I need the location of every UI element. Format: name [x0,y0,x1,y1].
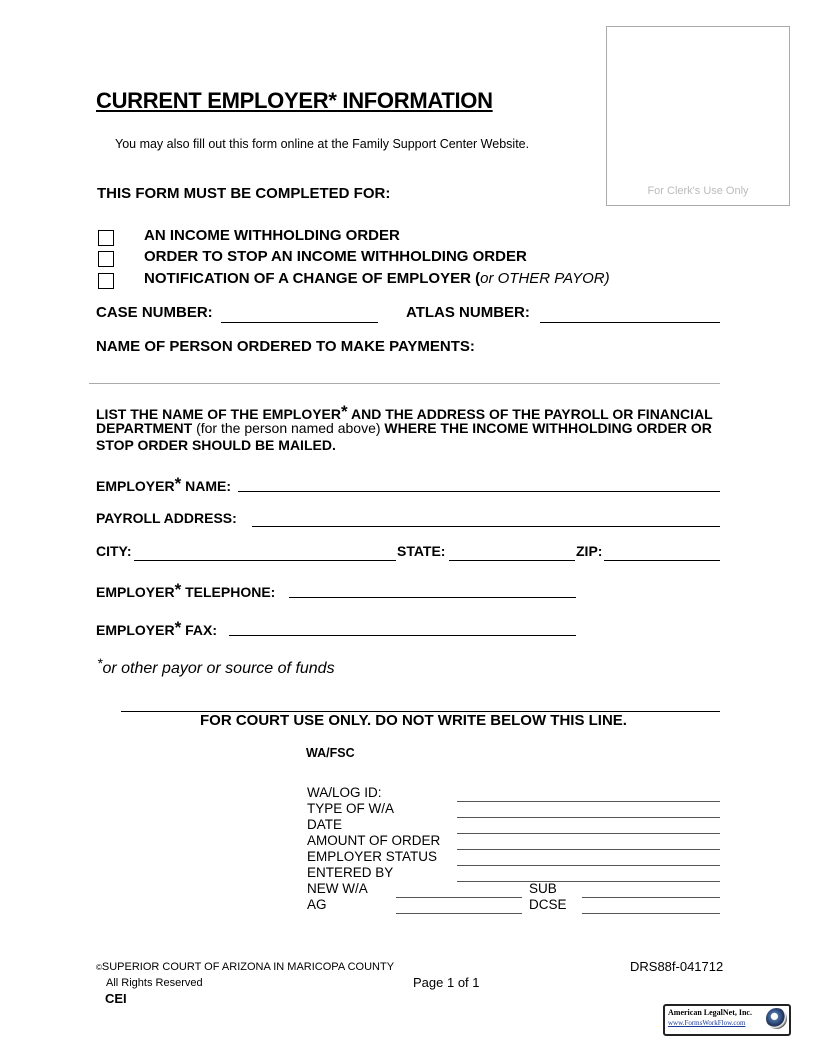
employer-star: * [174,474,182,493]
new-wa-line[interactable] [396,897,522,898]
dcse-line[interactable] [582,913,720,914]
zip-field[interactable] [604,560,720,561]
employer-telephone-label [96,580,275,600]
atlas-number-field[interactable] [540,322,720,323]
badge-line-2: www.FormsWorkFlow.com [668,1019,746,1027]
employer-fax-label [96,618,217,638]
footer-code: CEI [105,991,127,1006]
court-row-status: EMPLOYER STATUS [307,849,438,864]
instructions-line-2a: DEPARTMENT [96,420,193,436]
instructions-star: * [341,402,348,421]
court-line-type[interactable] [457,817,720,818]
employer-name-label [96,474,231,494]
clerk-use-label: For Clerk's Use Only [647,185,749,197]
checkbox-income-withholding[interactable] [98,230,114,246]
checkbox-stop-withholding[interactable] [98,251,114,267]
city-label: CITY: [96,543,132,559]
payroll-address-field[interactable] [252,526,720,527]
zip-label: ZIP: [576,543,603,559]
must-complete-heading: THIS FORM MUST BE COMPLETED FOR: [97,185,391,202]
footnote-text: or other payor or source of funds [102,660,335,677]
footer-court [96,961,394,973]
atlas-number-label: ATLAS NUMBER: [406,304,530,321]
badge-line-1: American LegalNet, Inc. [668,1008,752,1017]
ag-line[interactable] [396,913,522,914]
online-note: You may also fill out this form online at the Family Support Center Website. [115,137,530,151]
instructions-line-2c: WHERE THE INCOME WITHHOLDING ORDER OR [384,420,712,436]
court-row-type: TYPE OF W/A [307,801,395,816]
court-line-status[interactable] [457,865,720,866]
case-number-label: CASE NUMBER: [96,304,213,321]
option-change-employer-italic: or OTHER PAYOR) [480,270,610,287]
sub-line[interactable] [582,897,720,898]
footer-court-name: SUPERIOR COURT OF ARIZONA IN MARICOPA COUNTY [101,961,395,973]
instructions-line-1 [96,402,713,422]
employer-telephone-field[interactable] [289,597,576,598]
court-row-amount: AMOUNT OF ORDER [307,833,441,848]
employer-word-tel: EMPLOYER [96,584,175,600]
court-line-entered[interactable] [457,881,720,882]
employer-word: EMPLOYER [96,478,175,494]
footer-rights: All Rights Reserved [106,977,203,989]
court-row-walog: WA/LOG ID: [307,785,382,800]
state-field[interactable] [449,560,575,561]
payroll-address-label: PAYROLL ADDRESS: [96,510,237,526]
instructions-line-1b: AND THE ADDRESS OF THE PAYROLL OR FINANCIAL [347,406,713,422]
new-wa-label: NEW W/A [307,881,368,896]
footnote [97,655,335,678]
option-change-employer [144,270,610,287]
court-use-header: FOR COURT USE ONLY. DO NOT WRITE BELOW THIS LINE. [200,712,627,729]
badge-swirl-icon [766,1008,787,1029]
instructions-line-3: STOP ORDER SHOULD BE MAILED. [96,437,336,453]
case-number-field[interactable] [221,322,378,323]
person-ordered-field[interactable] [89,383,720,384]
telephone-suffix: TELEPHONE: [181,584,276,600]
court-row-entered: ENTERED BY [307,865,394,880]
instructions-line-2b: (for the person named above) [192,420,385,436]
employer-name-suffix: NAME: [181,478,231,494]
city-field[interactable] [134,560,396,561]
dcse-label: DCSE [529,897,567,912]
copyright-symbol: © [96,963,102,972]
employer-star-tel: * [174,580,182,599]
instructions-line-1a: LIST THE NAME OF THE EMPLOYER [96,406,342,422]
court-row-date: DATE [307,817,343,832]
employer-star-fax: * [174,618,182,637]
instructions-line-2 [96,420,712,436]
employer-fax-field[interactable] [229,635,576,636]
checkbox-change-employer[interactable] [98,273,114,289]
court-line-walog[interactable] [457,801,720,802]
employer-word-fax: EMPLOYER [96,622,175,638]
court-line-amount[interactable] [457,849,720,850]
sub-label: SUB [529,881,557,896]
footnote-star: * [97,655,103,671]
fax-suffix: FAX: [181,622,217,638]
court-line-date[interactable] [457,833,720,834]
state-label: STATE: [397,543,446,559]
option-change-employer-label: NOTIFICATION OF A CHANGE OF EMPLOYER ( [144,270,481,287]
clerk-use-box [606,26,790,206]
ag-label: AG [307,897,327,912]
option-income-withholding-label: AN INCOME WITHHOLDING ORDER [144,227,400,244]
footer-page: Page 1 of 1 [413,975,480,990]
page-title: CURRENT EMPLOYER* INFORMATION [96,88,493,113]
footer-form-number: DRS88f-041712 [630,959,724,974]
person-ordered-label: NAME OF PERSON ORDERED TO MAKE PAYMENTS: [96,338,475,355]
option-stop-withholding-label: ORDER TO STOP AN INCOME WITHHOLDING ORDER [144,248,527,265]
legalnet-badge[interactable] [663,1004,791,1036]
wa-fsc-label: WA/FSC [306,746,355,760]
employer-name-field[interactable] [238,491,720,492]
